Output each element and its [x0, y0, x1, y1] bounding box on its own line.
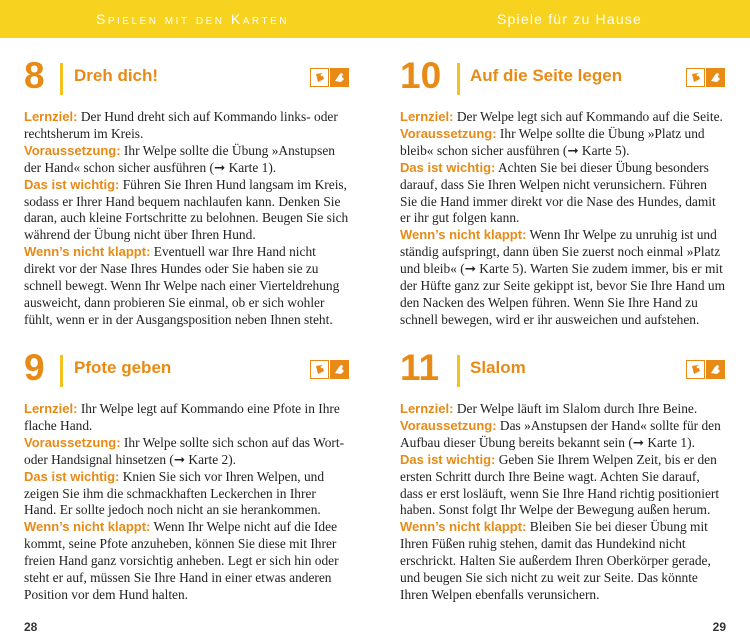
dog-hand-icon	[706, 360, 725, 379]
card-number: 9	[24, 347, 45, 388]
card-number: 11	[400, 347, 440, 388]
voraussetzung-text: Ihr Welpe sollte die Übung »Platz und bleib« schon sicher ausführen (➞ Karte 5).	[400, 125, 705, 158]
voraussetzung-label: Voraussetzung:	[400, 417, 497, 433]
lernziel-paragraph	[24, 401, 350, 435]
card-header	[400, 346, 726, 398]
voraussetzung-text: Ihr Welpe sollte die Übung »Anstupsen der Hand« schon sicher ausführen (➞ Karte 1).	[24, 142, 335, 175]
wichtig-text: Geben Sie Ihrem Welpen Zeit, bis er den ersten Schritt durch Ihre Beine wagt. Achten Sie darauf, dass er erst losläuft, wenn Sie Ihre Hand richtig positioniert haben. Sonst folgt Ihr Welpe der Bewegung außen herum.	[400, 451, 720, 518]
wichtig-label: Das ist wichtig:	[24, 468, 120, 484]
klappt-paragraph	[400, 227, 726, 328]
card-icons	[686, 360, 726, 380]
wichtig-paragraph	[400, 160, 726, 228]
card-body	[400, 401, 726, 604]
card-number: 8	[24, 55, 45, 96]
lernziel-label: Lernziel:	[400, 109, 454, 124]
klappt-paragraph	[400, 519, 726, 604]
card-title: Slalom	[470, 358, 526, 377]
divider	[60, 355, 63, 387]
dog-hand-icon	[706, 68, 725, 87]
klappt-paragraph	[24, 519, 350, 604]
wichtig-paragraph	[400, 452, 726, 520]
klappt-text: Eventuell war Ihre Hand nicht direkt vor der Nase Ihres Hundes oder Sie haben sie zu schnell bewegt. Wenn Ihr Welpe nach einer Vierteldrehung ausweicht, dann probieren Sie einmal, ob er sich wohler fühlt, wenn er in der Ausgangsposition neben Ihnen steht.	[24, 244, 340, 327]
wichtig-text: Führen Sie Ihren Hund langsam im Kreis, sodass er Ihrer Hand bequem nachlaufen kann. Denken Sie daran, auch kleine Fortschritte zu belohnen. Beugen Sie sich während der Übung nicht über Ihren Hund.	[24, 176, 349, 243]
card-11	[400, 346, 726, 604]
voraussetzung-paragraph	[400, 126, 726, 160]
lernziel-paragraph	[24, 109, 350, 143]
card-icons	[310, 68, 350, 88]
card-title: Pfote geben	[74, 358, 172, 377]
lernziel-paragraph	[400, 401, 726, 418]
divider	[457, 63, 460, 95]
section-title-right: Spiele für zu Hause	[497, 11, 642, 27]
voraussetzung-paragraph	[24, 143, 350, 177]
card-icons	[310, 360, 350, 380]
voraussetzung-text: Das »Anstupsen der Hand« sollte für den Aufbau dieser Übung bereits bekannt sein (➞ Karte 1).	[400, 417, 721, 450]
wichtig-label: Das ist wichtig:	[24, 176, 120, 192]
dog-hand-icon	[330, 360, 349, 379]
voraussetzung-paragraph	[400, 418, 726, 452]
card-title: Auf die Seite legen	[470, 66, 623, 85]
card-header	[400, 54, 726, 106]
card-body	[400, 109, 726, 329]
treat-bag-icon	[310, 68, 329, 87]
treat-bag-icon	[310, 360, 329, 379]
section-title-left: Spielen mit den Karten	[96, 11, 289, 27]
voraussetzung-label: Voraussetzung:	[24, 142, 121, 158]
treat-bag-icon	[686, 360, 705, 379]
klappt-text: Bleiben Sie bei dieser Übung mit Ihren Füßen ruhig stehen, damit das Hundekind nicht erschrickt. Halten Sie außerdem Ihren Oberkörper gerade, und beugen Sie sich nicht zu weit zur Seite. Das könnte Ihren Welpen ebenfalls verunsichern.	[400, 519, 711, 602]
card-icons	[686, 68, 726, 88]
klappt-text: Wenn Ihr Welpe nicht auf die Idee kommt, seine Pfote anzuheben, können Sie diese mit Ihrer freien Hand ganz vorsichtig anheben. Legt er sich hin oder steht er auf, müssen Sie Ihre Hand in einer etwas anderen Position vor dem Hund halten.	[24, 519, 339, 602]
wichtig-text: Knien Sie sich vor Ihren Welpen, und zeigen Sie ihm die schmackhaften Leckerchen in Ihrer Hand. Er sollte jedoch noch nicht an sie herankommen.	[24, 468, 325, 518]
voraussetzung-label: Voraussetzung:	[400, 125, 497, 141]
klappt-label: Wenn’s nicht klappt:	[400, 227, 527, 243]
klappt-label: Wenn’s nicht klappt:	[400, 519, 527, 535]
voraussetzung-label: Voraussetzung:	[24, 434, 121, 450]
lernziel-text: Der Welpe legt sich auf Kommando auf die Seite.	[456, 109, 723, 124]
divider	[457, 355, 460, 387]
voraussetzung-text: Ihr Welpe sollte sich schon auf das Wort- oder Handsignal hinsetzen (➞ Karte 2).	[24, 434, 345, 467]
header-band	[0, 0, 750, 38]
divider	[60, 63, 63, 95]
treat-bag-icon	[686, 68, 705, 87]
wichtig-paragraph	[24, 177, 350, 245]
card-title: Dreh dich!	[74, 66, 159, 85]
lernziel-paragraph	[400, 109, 726, 126]
klappt-label: Wenn’s nicht klappt:	[24, 519, 151, 535]
klappt-text: Wenn Ihr Welpe zu unruhig ist und ständig aufspringt, dann üben Sie zuerst noch einmal »Platz und bleib« (➞ Karte 5). Warten Sie zudem immer, bis er mit der Hüfte ganz zur Seite gekippt ist, bevor Sie Ihre Hand um den Nacken des Welpen führen. Wenn Sie Ihre Hand zu schnell bewegen, wird er ihr ausweichen und aufstehen.	[400, 227, 725, 327]
lernziel-label: Lernziel:	[24, 109, 78, 124]
wichtig-label: Das ist wichtig:	[400, 451, 496, 467]
wichtig-label: Das ist wichtig:	[400, 159, 496, 175]
page-number-left: 28	[24, 620, 38, 634]
card-number: 10	[400, 55, 442, 96]
klappt-paragraph	[24, 244, 350, 329]
card-body	[24, 109, 350, 329]
page-number-right: 29	[712, 620, 726, 634]
card-body	[24, 401, 350, 604]
card-10	[400, 54, 726, 329]
card-8	[24, 54, 350, 329]
lernziel-text: Der Welpe läuft im Slalom durch Ihre Beine.	[456, 401, 698, 416]
dog-hand-icon	[330, 68, 349, 87]
card-header	[24, 54, 350, 106]
lernziel-label: Lernziel:	[24, 401, 78, 416]
klappt-label: Wenn’s nicht klappt:	[24, 244, 151, 260]
lernziel-text: Der Hund dreht sich auf Kommando links- oder rechtsherum im Kreis.	[24, 109, 338, 141]
lernziel-text: Ihr Welpe legt auf Kommando eine Pfote in Ihre flache Hand.	[24, 401, 340, 433]
wichtig-text: Achten Sie bei dieser Übung besonders darauf, dass Sie Ihren Welpen nicht verunsichern. Führen Sie die Hand immer direkt vor die Nase des Hundes, damit er ihr gut folgen kann.	[400, 159, 716, 226]
card-9	[24, 346, 350, 604]
wichtig-paragraph	[24, 469, 350, 520]
voraussetzung-paragraph	[24, 435, 350, 469]
card-header	[24, 346, 350, 398]
lernziel-label: Lernziel:	[400, 401, 454, 416]
